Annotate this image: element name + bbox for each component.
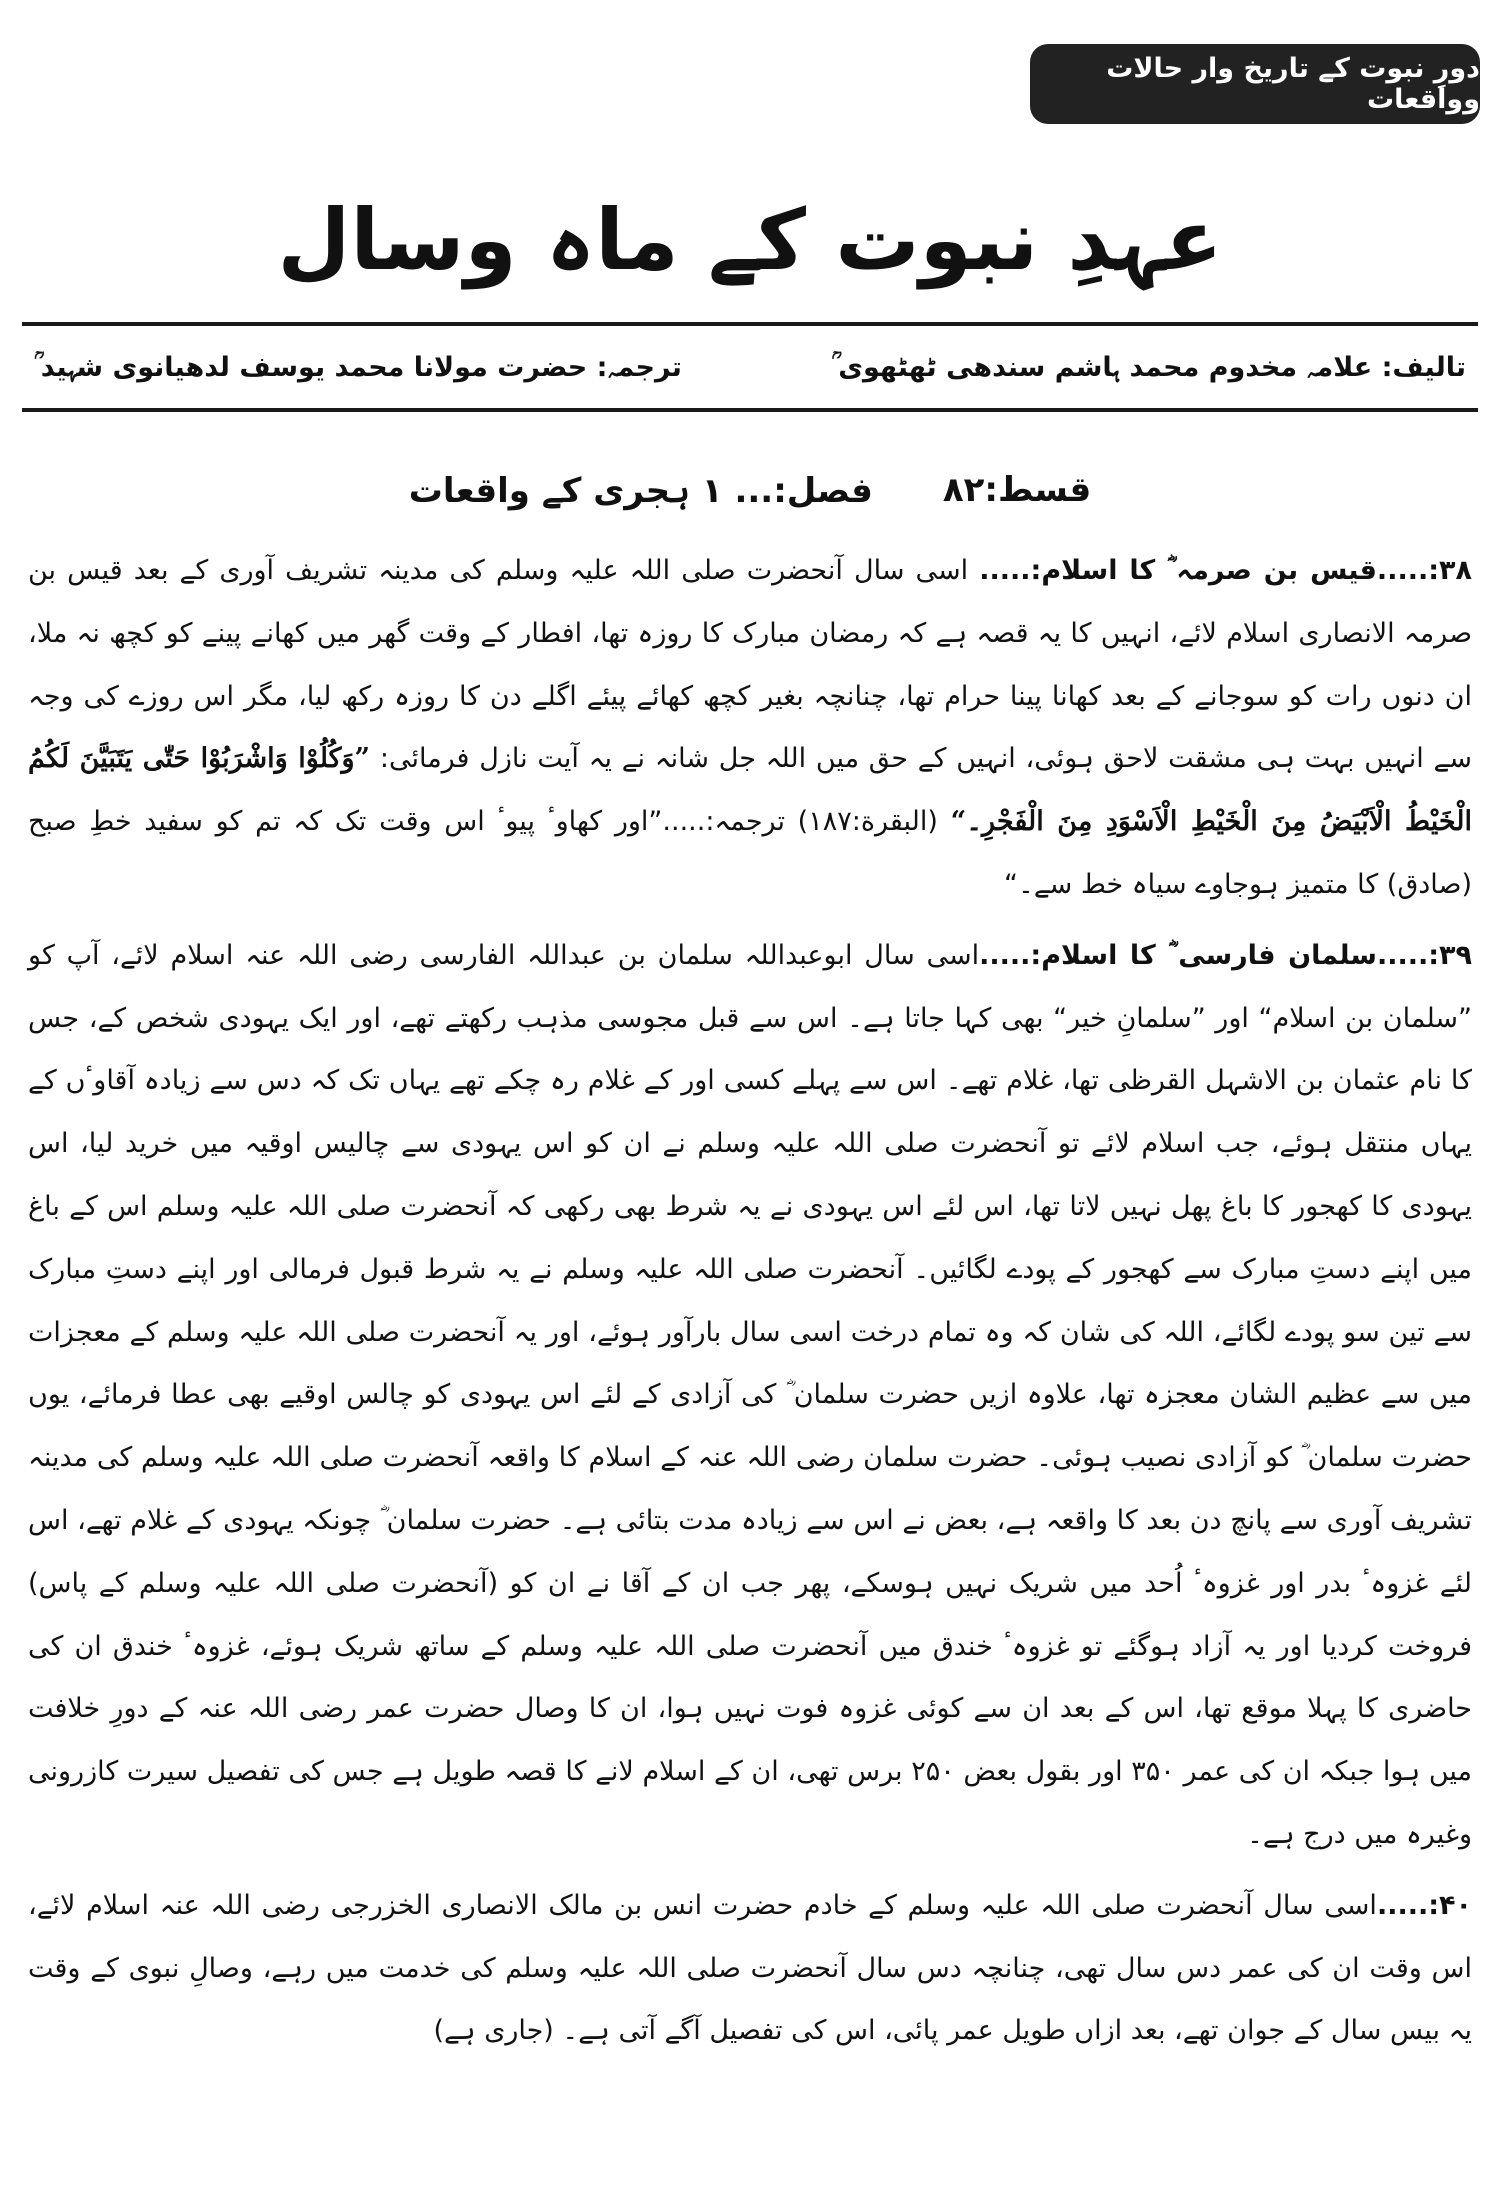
article-body [28,540,1472,2063]
paragraph-text: اسی سال آنحضرت صلی اللہ علیہ وسلم کی مدینہ تشریف آوری کے بعد قیس بن صرمہ الانصاری اسلام لائے، انہیں کا یہ قصہ ہے کہ رمضان مبارک کا روزہ تھا، افطار کے وقت گھر میں کھانے پینے کو کچھ نہ ملا، ان دنوں رات کو سوجانے کے بعد کھانا پینا حرام تھا، چنانچہ بغیر کچھ کھائے پیئے اگلے دن کا روزہ رکھ لیا، مگر اس روزے کی وجہ سے انہیں بہت ہی مشقت لاحق ہوئی، انہیں کے حق میں اللہ جل شانہ نے یہ آیت نازل فرمائی: [28,555,1472,775]
paragraph-38 [28,540,1472,917]
paragraph-text: اسی سال آنحضرت صلی اللہ علیہ وسلم کے خادم حضرت انس بن مالک الانصاری الخزرجی رضی اللہ عنہ اسلام لائے، اس وقت ان کی عمر دس سال تھی، چنانچہ دس سال آنحضرت صلی اللہ علیہ وسلم کی خدمت میں رہے، وصالِ نبوی کے وقت یہ بیس سال کے جوان تھے، بعد ازاں طویل عمر پائی، اس کی تفصیل آگے آتی ہے۔ [28,1889,1472,2047]
paragraph-heading: ۳۹:.....سلمان فارسی ؓ کا اسلام:..... [979,939,1472,971]
installment-heading [0,455,1500,525]
continued-note: (جاری ہے) [433,2015,554,2047]
installment-number: قسط:۸۲ [942,470,1092,510]
paragraph-40 [28,1875,1472,2063]
paragraph-text: اسی سال ابوعبداللہ سلمان بن عبداللہ الفارسی رضی اللہ عنہ اسلام لائے، آپ کو ”سلمان بن اسلام“ اور ”سلمانِ خیر“ بھی کہا جاتا ہے۔ اس سے قبل مجوسی مذہب رکھتے تھے، اور ایک یہودی شخص کے، جس کا نام عثمان بن الاشہل القرظی تھا، غلام تھے۔ اس سے پہلے کسی اور کے غلام رہ چکے تھے یہاں تک کہ دس سے زیادہ آقاوٴں کے یہاں منتقل ہوئے، جب اسلام لائے تو آنحضرت صلی اللہ علیہ وسلم نے ان کو اس یہودی سے چالیس اوقیہ میں خرید لیا، اس یہودی کا کھجور کا باغ پھل نہیں لاتا تھا، اس لئے اس یہودی نے یہ شرط بھی رکھی کہ آنحضرت صلی اللہ علیہ وسلم اس کے باغ میں اپنے دستِ مبارک سے کھجور کے پودے لگائیں۔ آنحضرت صلی اللہ علیہ وسلم نے یہ شرط قبول فرمالی اور اپنے دستِ مبارک سے تین سو پودے لگائے، اللہ کی شان کہ وہ تمام درخت اسی سال بارآور ہوئے، اور یہ آنحضرت صلی اللہ علیہ وسلم کے معجزات میں سے عظیم الشان معجزہ تھا، علاوہ ازیں حضرت سلمان ؓ کی آزادی کے لئے اس یہودی کو چالس اوقیے بھی عطا فرمائے، یوں حضرت سلمان ؓ کو آزادی نصیب ہوئی۔ حضرت سلمان رضی اللہ عنہ کے اسلام کا واقعہ آنحضرت صلی اللہ علیہ وسلم کی مدینہ تشریف آوری سے پانچ دن بعد کا واقعہ ہے، بعض نے اس سے زیادہ مدت بتائی ہے۔ حضرت سلمان ؓ چونکہ یہودی کے غلام تھے، اس لئے غزوہٴ بدر اور غزوہٴ اُحد میں شریک نہیں ہوسکے، پھر جب ان کے آقا نے ان کو (آنحضرت صلی اللہ علیہ وسلم کے پاس) فروخت کردیا اور یہ آزاد ہوگئے تو غزوہٴ خندق میں آنحضرت صلی اللہ علیہ وسلم کے ساتھ شریک ہوئے، غزوہٴ خندق ان کی حاضری کا پہلا موقع تھا، اس کے بعد ان سے کوئی غزوہ فوت نہیں ہوا، ان کا وصال حضرت عمر رضی اللہ عنہ کے دورِ خلافت میں ہوا جبکہ ان کی عمر ۳۵۰ اور بقول بعض ۲۵۰ برس تھی، ان کے اسلام لانے کا قصہ طویل ہے جس کی تفصیل سیرت کازرونی وغیرہ میں درج ہے۔ [28,939,1473,1850]
translator-credit: ترجمہ: حضرت مولانا محمد یوسف لدھیانوی شہید ؒ [34,352,682,383]
author-credit: تالیف: علامہ مخدوم محمد ہاشم سندھی ٹھٹھوی ؒ [831,352,1466,383]
paragraph-39 [28,925,1472,1867]
paragraph-heading: ۴۰:..... [1376,1889,1472,1921]
divider-bottom [22,408,1478,412]
section-tab-label: دورِ نبوت کے تاریخ وار حالات وواقعات [1106,53,1480,115]
section-tab [1030,44,1480,124]
credits-row [22,330,1478,406]
paragraph-heading: ۳۸:.....قیس بن صرمہ ؓ کا اسلام:..... [979,555,1472,586]
page-title: عہدِ نبوت کے ماہ وسال [277,191,1223,289]
divider-top [22,322,1478,326]
chapter-title: فصل:... ۱ ہجری کے واقعات [408,470,873,511]
quran-verse: ”وَکُلُوْا وَاشْرَبُوْا حَتّٰی یَتَبَیَّنَ لَکُمُ الْخَیْطُ الْاَبْیَضُ مِنَ الْخَیْطِ الْاَسْوَدِ مِنَ الْفَجْرِ۔“ [28,743,1472,838]
paragraph-text: (البقرة:۱۸۷) ترجمہ:.....”اور کھاوٴ پیوٴ اس وقت تک کہ تم کو سفید خطِ صبح (صادق) کا متمیز ہوجاوے سیاہ خط سے۔“ [28,806,1472,900]
